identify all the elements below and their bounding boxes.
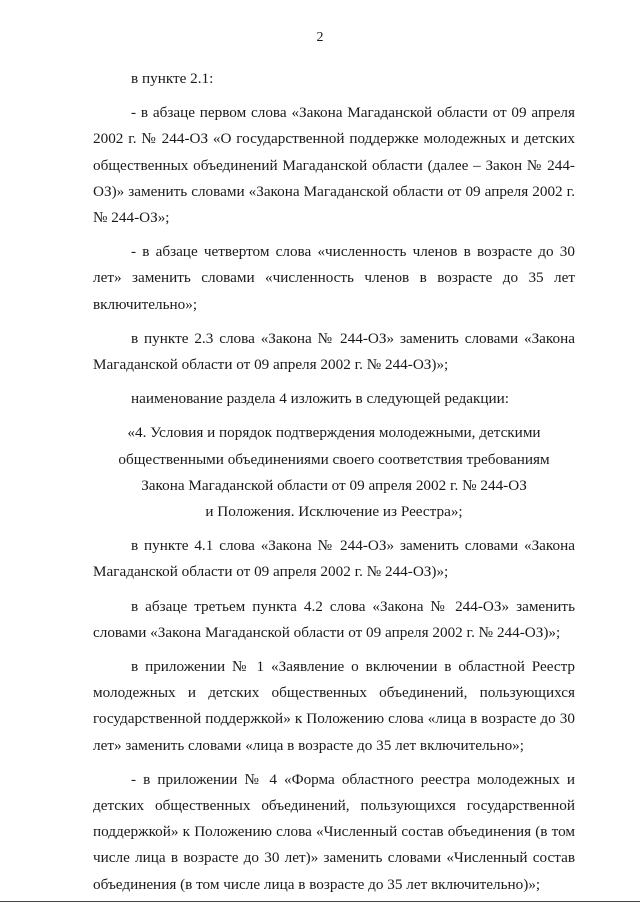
paragraph-section-4-intro: наименование раздела 4 изложить в следующей редакции: xyxy=(131,390,509,408)
paragraph-item-2-1: в пункте 2.1: xyxy=(131,70,214,87)
page-number: 2 xyxy=(316,30,324,45)
section-4-heading xyxy=(93,420,575,525)
heading-line: «4. Условия и порядок подтверждения молодежными, детскими xyxy=(127,424,541,442)
paragraph-item-4-2: в абзаце третьем пункта 4.2 слова «Закона № 244-ОЗ» заменить словами «Закона Магаданской области от 09 апреля 2002 г. № 244-ОЗ)»; xyxy=(93,597,575,641)
heading-line: общественными объединениями своего соответствия требованиям xyxy=(118,450,550,468)
heading-line: и Положения. Исключение из Реестра»; xyxy=(205,503,463,521)
paragraph-item-2-3: в пункте 2.3 слова «Закона № 244-ОЗ» заменить словами «Закона Магаданской области от 09 апреля 2002 г. № 244-ОЗ)»; xyxy=(93,329,575,374)
paragraph-appendix-1: в приложении № 1 «Заявление о включении в областной Реестр молодежных и детских общественных объединений, пользующихся государственной поддержкой» к Положению слова «лица в возрасте до 30 лет» заменить словами «лица в возрасте до 35 лет включительно»; xyxy=(93,658,575,754)
paragraph-fourth-abzac: - в абзаце четвертом слова «численность членов в возрасте до 30 лет» заменить словами «численность членов в возрасте до 35 лет включительно»; xyxy=(93,243,575,313)
paragraph-appendix-4: - в приложении № 4 «Форма областного реестра молодежных и детских общественных объединений, пользующихся государственной поддержкой» к Положению слова «Численный состав объединения (в том числе лица в возрасте до 30 лет)» заменить словами «Численный состав объединения (в том числе лица в возрасте до 35 лет включительно)»; xyxy=(93,770,575,893)
document-body xyxy=(93,66,575,905)
paragraph-item-4-1: в пункте 4.1 слова «Закона № 244-ОЗ» заменить словами «Закона Магаданской области от 09 апреля 2002 г. № 244-ОЗ)»; xyxy=(93,537,575,581)
heading-line: Закона Магаданской области от 09 апреля 2002 г. № 244-ОЗ xyxy=(141,476,527,494)
paragraph-first-abzac: - в абзаце первом слова «Закона Магаданской области от 09 апреля 2002 г. № 244-ОЗ «О государственной поддержке молодежных и детских общественных объединений Магаданской области (далее – Закон № 244-ОЗ)» заменить словами «Закона Магаданской области от 09 апреля 2002 г. № 244-ОЗ»; xyxy=(93,104,575,227)
page-bottom-rule xyxy=(0,901,640,902)
